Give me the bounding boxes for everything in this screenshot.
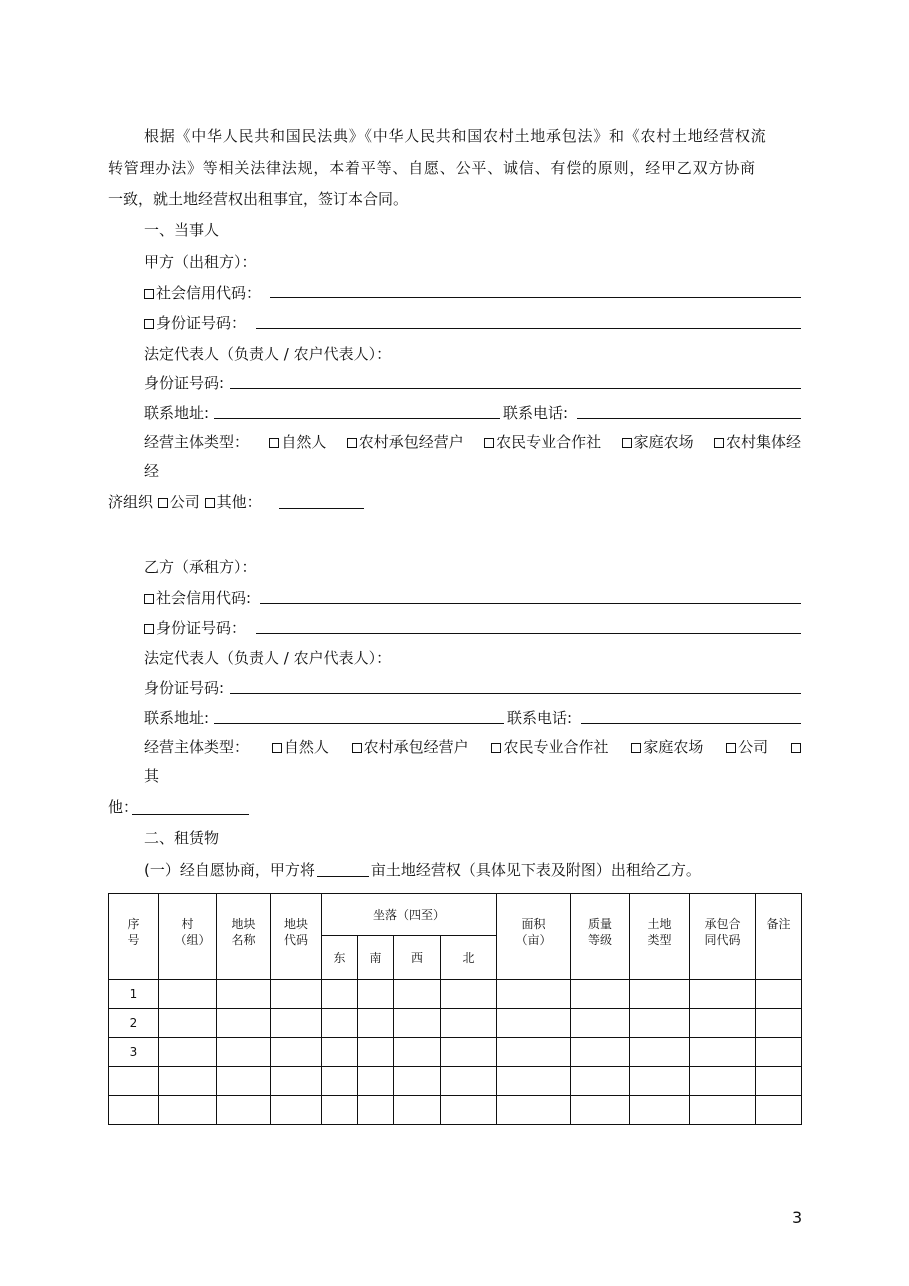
section-2-para-suffix: 亩土地经营权（具体见下表及附图）出租给乙方。 [370,861,701,879]
table-cell[interactable] [271,1038,322,1067]
party-a-heading: 甲方（出租方）： [144,253,257,271]
party-a-id-checkbox[interactable] [144,319,154,329]
party-a-credit-code-field[interactable] [270,297,801,298]
table-cell[interactable] [497,1096,571,1125]
section-2-para [144,860,701,880]
table-cell[interactable] [322,1038,358,1067]
party-a-other-field[interactable] [279,508,364,509]
party-b-id-row [144,618,246,638]
table-cell[interactable] [358,1067,394,1096]
section-1-title: 一、当事人 [144,221,220,239]
party-a-options-row-2 [108,492,262,512]
table-cell[interactable] [690,1038,756,1067]
col-header-seq: 序号 [109,894,159,980]
table-cell[interactable] [630,1009,690,1038]
table-cell[interactable] [756,1067,802,1096]
party-a-credit-code-row [144,283,261,303]
table-cell[interactable] [630,980,690,1009]
party-a-option-family-farm[interactable]: 家庭农场 [622,432,694,452]
table-cell[interactable] [571,1067,630,1096]
table-cell[interactable] [217,1067,271,1096]
party-a-credit-code-checkbox[interactable] [144,289,154,299]
party-b-phone-field[interactable] [581,723,801,724]
table-cell[interactable] [358,980,394,1009]
table-cell[interactable] [322,1096,358,1125]
party-b-option-family-farm[interactable]: 家庭农场 [631,737,703,757]
col-header-plot-name: 地块名称 [217,894,271,980]
party-a-address-field[interactable] [214,418,500,419]
col-header-east: 东 [322,936,358,980]
party-a-phone-label: 联系电话: [503,404,569,422]
table-cell[interactable] [441,980,497,1009]
party-b-option-cooperative[interactable]: 农民专业合作社 [491,737,608,757]
acreage-field[interactable] [317,862,369,877]
col-header-south: 南 [358,936,394,980]
checkbox-icon [631,743,641,753]
row-seq [109,1096,159,1125]
checkbox-icon [726,743,736,753]
table-row [109,1067,802,1096]
table-cell[interactable] [271,980,322,1009]
party-a-options-row2-prefix: 济组织 [108,493,154,511]
party-a-id-label: 身份证号码： [156,314,247,332]
table-cell[interactable] [394,1096,441,1125]
checkbox-icon [347,438,357,448]
table-cell[interactable] [441,1067,497,1096]
col-header-land-type: 土地类型 [630,894,690,980]
table-cell[interactable] [271,1096,322,1125]
party-a-option-natural-person[interactable]: 自然人 [269,432,326,452]
col-header-west: 西 [394,936,441,980]
col-header-north: 北 [441,936,497,980]
table-cell[interactable] [497,980,571,1009]
party-b-option-other-checkbox[interactable] [791,737,801,757]
table-cell[interactable] [394,980,441,1009]
col-header-village: 村（组） [159,894,217,980]
row-seq: 1 [109,980,159,1009]
table-cell[interactable] [756,980,802,1009]
party-a-credit-code-label: 社会信用代码： [156,284,262,302]
table-cell[interactable] [358,1038,394,1067]
col-header-area: 面积（亩） [497,894,571,980]
table-cell[interactable] [159,1096,217,1125]
checkbox-icon [272,743,282,753]
party-b-credit-code-field[interactable] [260,603,801,604]
table-row [109,1038,802,1067]
col-header-remarks: 备注 [756,894,802,980]
table-row [109,1009,802,1038]
table-cell[interactable] [159,1038,217,1067]
table-cell[interactable] [271,1067,322,1096]
party-a-option-household[interactable]: 农村承包经营户 [347,432,464,452]
party-b-credit-code-row [144,588,251,608]
party-b-entity-type-label: 经营主体类型： [144,738,250,756]
table-cell[interactable] [358,1096,394,1125]
table-cell[interactable] [217,1096,271,1125]
party-a-entity-type-row [144,432,801,452]
table-cell[interactable] [217,1038,271,1067]
table-cell[interactable] [571,980,630,1009]
party-b-credit-code-label: 社会信用代码: [156,589,252,607]
party-b-id-label: 身份证号码： [156,619,247,637]
table-cell[interactable] [394,1038,441,1067]
party-b-id-field[interactable] [256,633,801,634]
party-a-id-row [144,313,246,333]
checkbox-icon [622,438,632,448]
party-b-rep-id-field[interactable] [230,693,801,694]
table-cell[interactable] [322,1067,358,1096]
checkbox-icon [158,498,168,508]
row-seq [109,1067,159,1096]
table-cell[interactable] [571,1096,630,1125]
table-cell[interactable] [394,1009,441,1038]
table-cell[interactable] [322,980,358,1009]
table-cell[interactable] [441,1096,497,1125]
table-cell[interactable] [497,1067,571,1096]
table-cell[interactable] [441,1038,497,1067]
table-row [109,980,802,1009]
table-cell[interactable] [756,1096,802,1125]
party-a-entity-type-label: 经营主体类型： [144,433,250,451]
party-b-heading: 乙方（承租方）： [144,558,257,576]
party-a-phone-field[interactable] [577,418,801,419]
table-cell[interactable] [358,1009,394,1038]
checkbox-icon [714,438,724,448]
intro-line-2: 转管理办法》等相关法律法规，本着平等、自愿、公平、诚信、有偿的原则，经甲乙双方协商 [108,159,756,177]
table-cell[interactable] [159,1009,217,1038]
party-a-id-field[interactable] [256,328,801,329]
table-cell[interactable] [690,1009,756,1038]
party-a-address-label: 联系地址: [144,404,210,422]
table-cell[interactable] [441,1009,497,1038]
table-cell[interactable] [159,1067,217,1096]
table-cell[interactable] [630,1067,690,1096]
table-cell[interactable] [497,1038,571,1067]
table-cell[interactable] [571,1038,630,1067]
party-b-option-natural-person[interactable]: 自然人 [272,737,329,757]
table-cell[interactable] [322,1009,358,1038]
table-row [109,1096,802,1125]
checkbox-icon [205,498,215,508]
intro-line-3: 一致，就土地经营权出租事宜，签订本合同。 [108,190,409,208]
party-b-address-field[interactable] [214,723,504,724]
party-a-wrap-char: 经 [144,462,160,480]
row-seq: 3 [109,1038,159,1067]
party-a-rep-id-label: 身份证号码: [144,374,225,392]
table-cell[interactable] [217,1009,271,1038]
party-a-legal-rep-label: 法定代表人（负责人 / 农户代表人）： [144,345,392,363]
party-a-option-company[interactable]: 公司 [158,493,200,511]
party-b-wrap-char: 其 [144,767,160,785]
party-b-phone-label: 联系电话: [507,709,573,727]
table-cell[interactable] [630,1038,690,1067]
checkbox-icon [484,438,494,448]
table-cell[interactable] [497,1009,571,1038]
party-b-rep-id-label: 身份证号码: [144,679,225,697]
checkbox-icon [269,438,279,448]
table-cell[interactable] [271,1009,322,1038]
table-cell[interactable] [690,980,756,1009]
table-cell[interactable] [159,980,217,1009]
table-cell[interactable] [217,980,271,1009]
party-a-option-collective[interactable]: 农村集体经 [714,432,801,452]
party-a-rep-id-field[interactable] [230,388,801,389]
checkbox-icon [352,743,362,753]
page-number: 3 [792,1208,803,1227]
checkbox-icon [791,743,801,753]
table-cell[interactable] [690,1067,756,1096]
table-cell[interactable] [756,1009,802,1038]
table-cell[interactable] [394,1067,441,1096]
party-b-entity-type-row [144,737,801,757]
section-2-para-prefix: (一）经自愿协商，甲方将 [144,861,315,879]
row-seq: 2 [109,1009,159,1038]
party-a-option-other[interactable]: 其他： [205,493,262,511]
party-b-legal-rep-label: 法定代表人（负责人 / 农户代表人）： [144,649,392,667]
party-b-id-checkbox[interactable] [144,624,154,634]
party-b-credit-code-checkbox[interactable] [144,594,154,604]
section-2-title: 二、租赁物 [144,829,220,847]
party-a-option-cooperative[interactable]: 农民专业合作社 [484,432,601,452]
party-b-other-label: 他： [108,798,139,816]
table-cell[interactable] [571,1009,630,1038]
intro-line-1 [144,126,801,146]
col-header-plot-code: 地块代码 [271,894,322,980]
party-b-option-household[interactable]: 农村承包经营户 [352,737,469,757]
party-b-option-company[interactable]: 公司 [726,737,768,757]
table-cell[interactable] [690,1096,756,1125]
table-cell[interactable] [630,1096,690,1125]
col-header-contract-code: 承包合同代码 [690,894,756,980]
checkbox-icon [491,743,501,753]
table-cell[interactable] [756,1038,802,1067]
col-header-location: 坐落（四至） [322,894,497,936]
land-table [108,893,802,1125]
party-b-address-label: 联系地址: [144,709,210,727]
intro-line-1-text: 根据《中华人民共和国民法典》《中华人民共和国农村土地承包法》和《农村土地经营权流 [144,127,767,145]
party-b-other-field[interactable] [132,814,249,815]
col-header-quality: 质量等级 [571,894,630,980]
